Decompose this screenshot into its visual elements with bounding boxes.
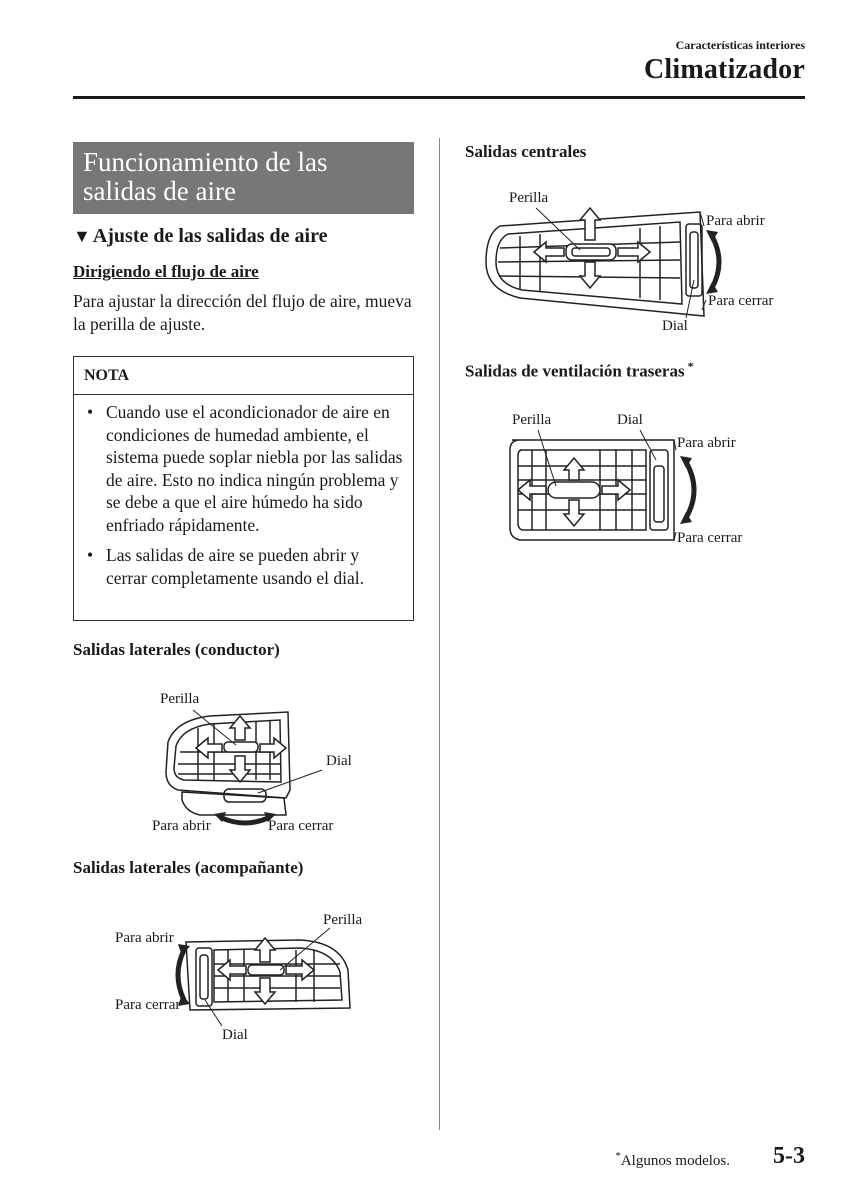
rear-vent-asterisk: *	[687, 359, 694, 373]
passenger-vent-caption: Salidas laterales (acompañante)	[73, 858, 304, 877]
section-title-line1: Funcionamiento de las	[83, 147, 328, 177]
center-dial-label: Dial	[662, 318, 688, 334]
passenger-open-label: Para abrir	[115, 930, 174, 946]
rear-dial-label: Dial	[617, 412, 643, 428]
center-vent-caption: Salidas centrales	[465, 142, 587, 161]
instruction-paragraph: Para ajustar la dirección del flujo de aire, mueva la perilla de ajuste.	[73, 291, 412, 334]
rear-dial-leader	[640, 430, 656, 460]
note-item-text: Las salidas de aire se pueden abrir y cerrar completamente usando el dial.	[106, 545, 365, 588]
rear-close-label: Para cerrar	[677, 530, 743, 546]
bullet-icon: •	[87, 545, 94, 565]
driver-vent-caption: Salidas laterales (conductor)	[73, 640, 280, 659]
section-title-line2: salidas de aire	[83, 176, 236, 206]
note-item-text: Cuando use el acondicionador de aire en condiciones de humedad ambiente, el sistema puede soplar niebla por las salidas de aire. Esto no indica ningún problema y se debe a que el aire húmedo ha sido enfriado rápidamente.	[106, 402, 403, 535]
rear-dial-arrow-icon	[686, 462, 694, 518]
footnote	[615, 1150, 730, 1170]
triangle-down-icon: ▼	[73, 226, 91, 246]
driver-dial-label: Dial	[326, 753, 352, 769]
passenger-dial-label: Dial	[222, 1027, 248, 1043]
center-open-label: Para abrir	[706, 213, 765, 229]
footnote-asterisk: *	[615, 1150, 621, 1162]
driver-perilla-label: Perilla	[160, 691, 200, 707]
underlined-heading: Dirigiendo el flujo de aire	[73, 262, 259, 281]
bullet-icon: •	[87, 402, 94, 422]
passenger-perilla-label: Perilla	[323, 912, 363, 928]
rear-open-label: Para abrir	[677, 435, 736, 451]
passenger-close-label: Para cerrar	[115, 997, 181, 1013]
note-title: NOTA	[74, 357, 413, 395]
page-title: Climatizador	[643, 54, 805, 85]
rear-perilla-label: Perilla	[512, 412, 552, 428]
driver-open-label: Para abrir	[152, 818, 211, 834]
header-section-label: Características interiores	[675, 38, 805, 52]
driver-close-label: Para cerrar	[268, 818, 334, 834]
rear-knob-arrows-icon	[518, 458, 630, 526]
subheading-text: Ajuste de las salidas de aire	[92, 225, 328, 247]
center-close-label: Para cerrar	[708, 293, 774, 309]
rear-vent-caption-text: Salidas de ventilación traseras	[465, 361, 685, 381]
rear-perilla-leader	[538, 430, 556, 486]
footnote-text: Algunos modelos.	[620, 1153, 730, 1169]
center-perilla-label: Perilla	[509, 190, 549, 206]
page-number: 5-3	[773, 1143, 805, 1169]
